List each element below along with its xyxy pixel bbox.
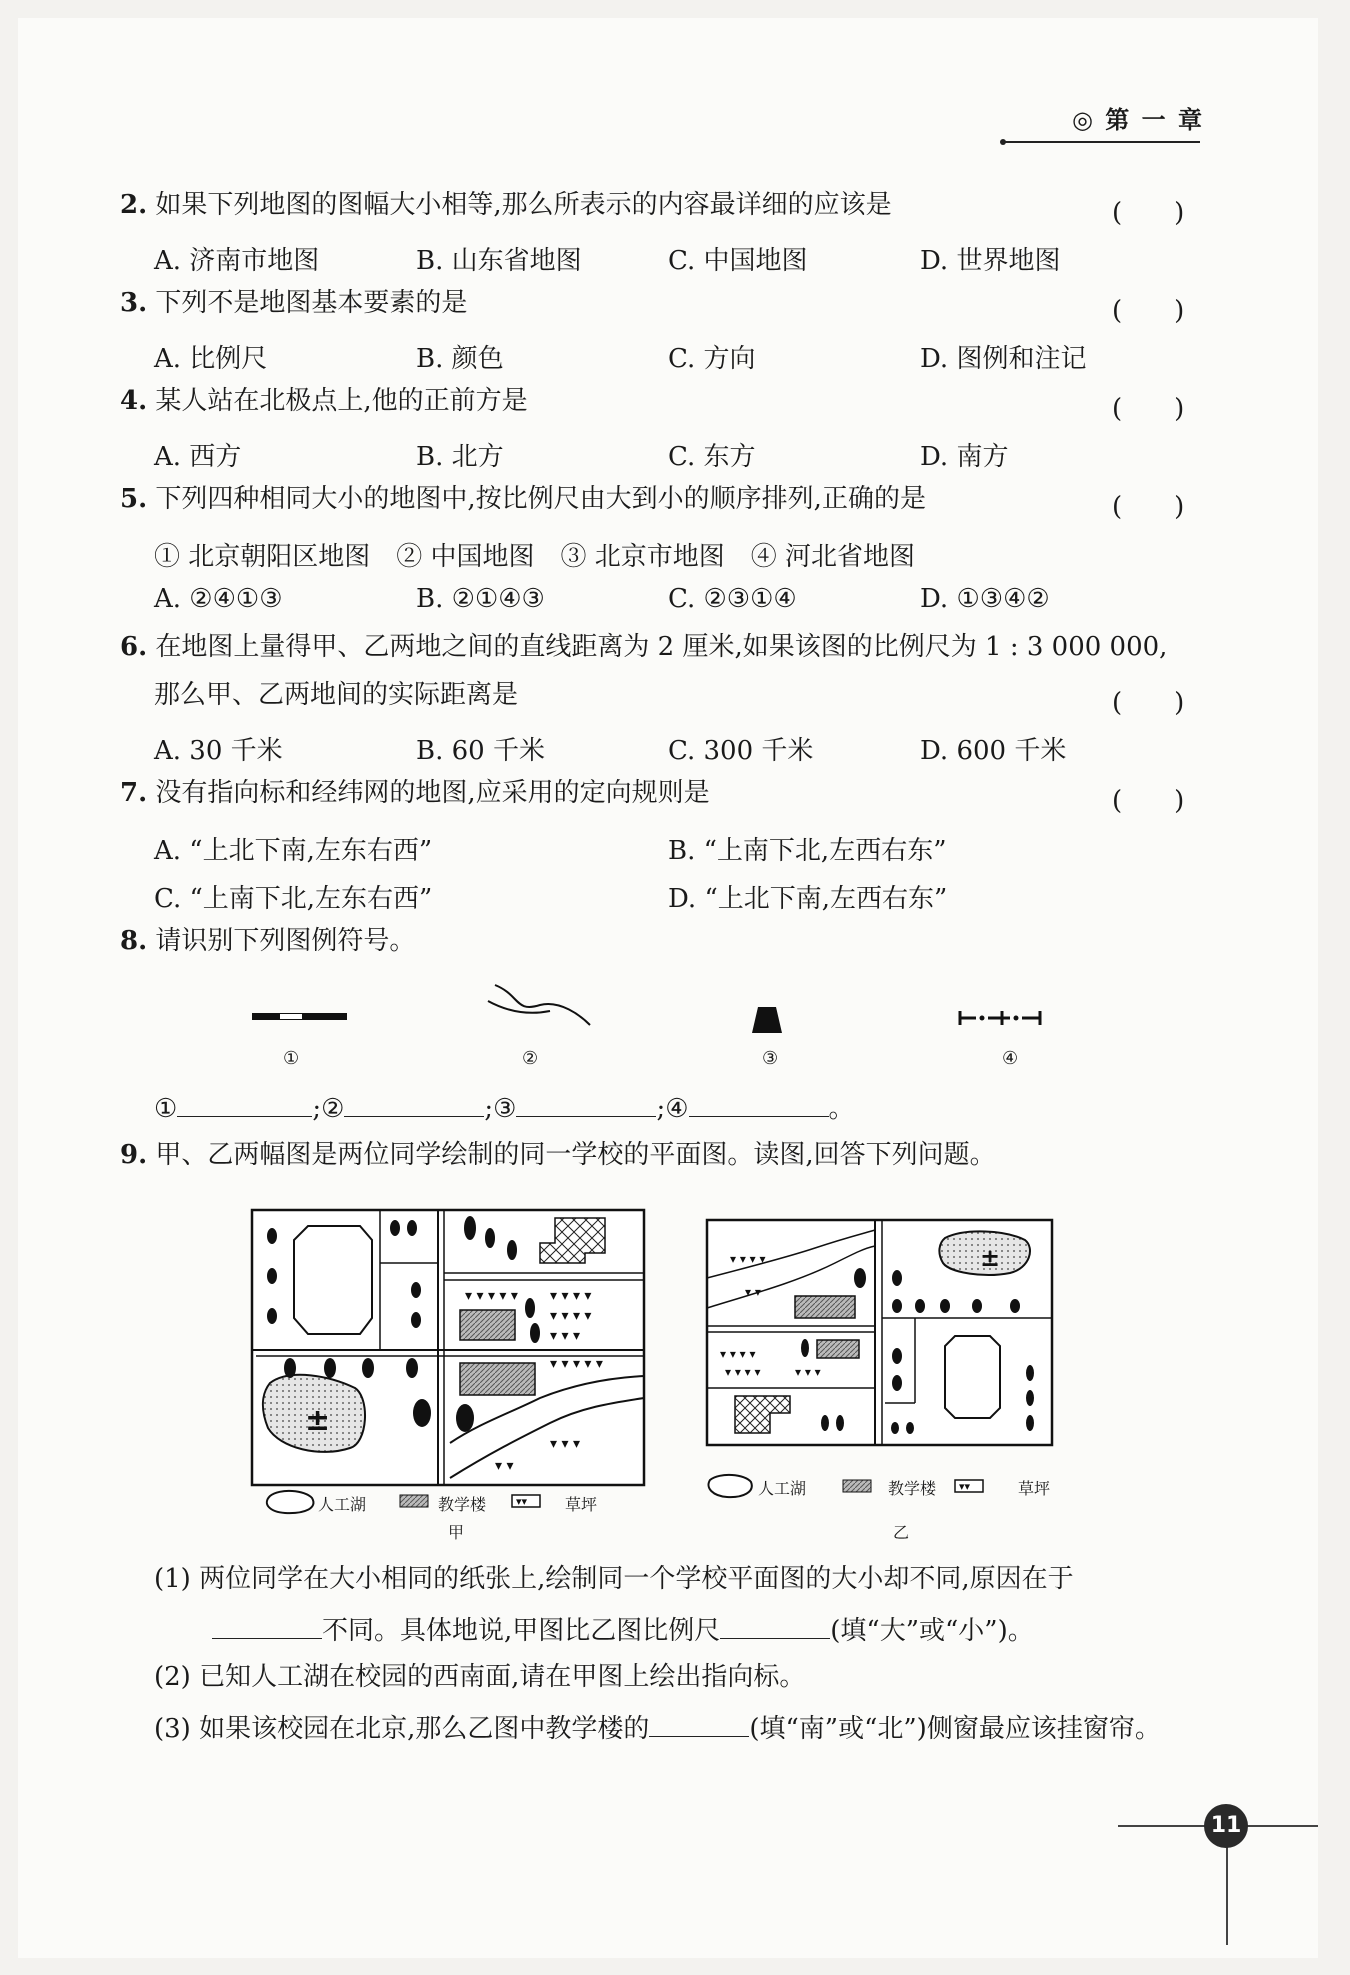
answer-blank-9-1b[interactable]	[720, 1614, 830, 1639]
option-3c: C. 方向	[668, 344, 756, 374]
answer-paren-3: ( )	[1112, 296, 1185, 326]
svg-text:▾ ▾ ▾ ▾ ▾: ▾ ▾ ▾ ▾ ▾	[550, 1356, 603, 1372]
svg-text:▾ ▾ ▾ ▾: ▾ ▾ ▾ ▾	[730, 1252, 766, 1266]
option-2d: D. 世界地图	[920, 246, 1061, 276]
question-5: 5. 下列四种相同大小的地图中,按比例尺由大到小的顺序排列,正确的是	[120, 484, 926, 514]
legend-grass-yi: 草坪	[1018, 1479, 1051, 1498]
option-6c: C. 300 千米	[668, 736, 814, 766]
option-6d: D. 600 千米	[920, 736, 1067, 766]
answer-blank-9-1a[interactable]	[212, 1614, 322, 1639]
symbol-label-1: ①	[283, 1048, 300, 1069]
option-2c: C. 中国地图	[668, 246, 808, 276]
option-7a: A. “上北下南,左东右西”	[154, 836, 433, 866]
option-6b: B. 60 千米	[416, 736, 545, 766]
question-2: 2. 如果下列地图的图幅大小相等,那么所表示的内容最详细的应该是	[120, 190, 892, 220]
question-9-1-line2: 不同。具体地说,甲图比乙图比例尺 (填“大”或“小”)。	[212, 1614, 1034, 1644]
question-6: 6. 在地图上量得甲、乙两地之间的直线距离为 2 厘米,如果该图的比例尺为 1 : 3 000 000,	[120, 632, 1168, 662]
svg-text:▾ ▾ ▾: ▾ ▾ ▾	[795, 1365, 821, 1379]
option-3d: D. 图例和注记	[920, 344, 1087, 374]
question-8-answers: ① ;② ;③ ;④ 。	[154, 1094, 855, 1124]
option-4b: B. 北方	[416, 442, 504, 472]
symbol-label-3: ③	[762, 1048, 779, 1069]
legend-building-yi: 教学楼	[888, 1479, 937, 1498]
school-map-jia	[250, 1208, 650, 1518]
option-5d: D. ①③④②	[920, 584, 1050, 614]
answer-blank-8-4[interactable]	[689, 1092, 829, 1117]
svg-text:▾ ▾: ▾ ▾	[495, 1458, 514, 1474]
option-7d: D. “上北下南,左西右东”	[668, 884, 948, 914]
answer-blank-9-3[interactable]	[649, 1712, 749, 1737]
tunnel-symbol	[752, 1007, 782, 1033]
answer-paren-6: ( )	[1112, 688, 1185, 718]
option-7b: B. “上南下北,左西右东”	[668, 836, 947, 866]
svg-text:▾ ▾: ▾ ▾	[745, 1285, 761, 1299]
symbol-label-2: ②	[522, 1048, 539, 1069]
svg-text:▾ ▾ ▾: ▾ ▾ ▾	[550, 1328, 580, 1344]
answer-blank-8-1[interactable]	[177, 1092, 312, 1117]
answer-blank-8-2[interactable]	[344, 1092, 484, 1117]
option-4a: A. 西方	[154, 442, 242, 472]
boundary-symbol	[960, 1011, 1040, 1025]
question-4: 4. 某人站在北极点上,他的正前方是	[120, 386, 528, 416]
answer-paren-7: ( )	[1112, 786, 1185, 816]
map-caption-yi: 乙	[893, 1523, 910, 1542]
option-5b: B. ②①④③	[416, 584, 545, 614]
page-number-badge: 11	[1204, 1804, 1248, 1848]
school-map-yi	[705, 1218, 1065, 1508]
symbol-label-4: ④	[1002, 1048, 1019, 1069]
question-7: 7. 没有指向标和经纬网的地图,应采用的定向规则是	[120, 778, 710, 808]
svg-text:▾▾: ▾▾	[516, 1495, 528, 1508]
svg-text:▾▾: ▾▾	[959, 1480, 971, 1493]
svg-text:▾ ▾ ▾ ▾: ▾ ▾ ▾ ▾	[550, 1308, 592, 1324]
option-2a: A. 济南市地图	[154, 246, 320, 276]
header-rule	[1002, 141, 1200, 143]
svg-text:▾ ▾ ▾ ▾ ▾: ▾ ▾ ▾ ▾ ▾	[465, 1288, 518, 1304]
legend-lake-yi: 人工湖	[758, 1479, 807, 1498]
question-8: 8. 请识别下列图例符号。	[120, 926, 416, 956]
question-9-1: (1) 两位同学在大小相同的纸张上,绘制同一个学校平面图的大小却不同,原因在于	[154, 1564, 1074, 1594]
svg-text:▾ ▾ ▾: ▾ ▾ ▾	[550, 1436, 580, 1452]
question-5-items: ① 北京朝阳区地图 ② 中国地图 ③ 北京市地图 ④ 河北省地图	[154, 542, 916, 572]
legend-lake-jia: 人工湖	[318, 1495, 367, 1514]
svg-text:▾ ▾ ▾ ▾: ▾ ▾ ▾ ▾	[725, 1365, 761, 1379]
question-9: 9. 甲、乙两幅图是两位同学绘制的同一学校的平面图。读图,回答下列问题。	[120, 1140, 996, 1170]
chapter-header: ◎ 第 一 章	[1072, 105, 1205, 134]
option-2b: B. 山东省地图	[416, 246, 582, 276]
svg-text:±: ±	[980, 1244, 1001, 1272]
map-caption-jia: 甲	[448, 1523, 465, 1542]
option-3a: A. 比例尺	[154, 344, 268, 374]
answer-paren-4: ( )	[1112, 394, 1185, 424]
answer-paren-5: ( )	[1112, 492, 1185, 522]
question-9-2: (2) 已知人工湖在校园的西南面,请在甲图上绘出指向标。	[154, 1662, 806, 1692]
question-6-line2: 那么甲、乙两地间的实际距离是	[154, 680, 519, 710]
svg-text:▾ ▾ ▾ ▾: ▾ ▾ ▾ ▾	[550, 1288, 592, 1304]
option-7c: C. “上南下北,左东右西”	[154, 884, 433, 914]
legend-grass-jia: 草坪	[565, 1495, 598, 1514]
svg-text:▾ ▾ ▾ ▾: ▾ ▾ ▾ ▾	[720, 1347, 756, 1361]
option-4d: D. 南方	[920, 442, 1009, 472]
question-3: 3. 下列不是地图基本要素的是	[120, 288, 468, 318]
option-6a: A. 30 千米	[154, 736, 283, 766]
option-4c: C. 东方	[668, 442, 756, 472]
railway-symbol	[252, 1013, 347, 1020]
option-5c: C. ②③①④	[668, 584, 797, 614]
answer-blank-8-3[interactable]	[516, 1092, 656, 1117]
header-rule-dot	[1000, 139, 1006, 145]
river-symbol	[495, 985, 590, 1025]
legend-symbols	[230, 975, 1090, 1055]
question-9-3: (3) 如果该校园在北京,那么乙图中教学楼的 (填“南”或“北”)侧窗最应该挂窗帘。	[154, 1714, 1161, 1744]
option-5a: A. ②④①③	[154, 584, 283, 614]
option-3b: B. 颜色	[416, 344, 504, 374]
legend-building-jia: 教学楼	[438, 1495, 487, 1514]
answer-paren-2: ( )	[1112, 198, 1185, 228]
svg-text:±: ±	[305, 1403, 331, 1438]
